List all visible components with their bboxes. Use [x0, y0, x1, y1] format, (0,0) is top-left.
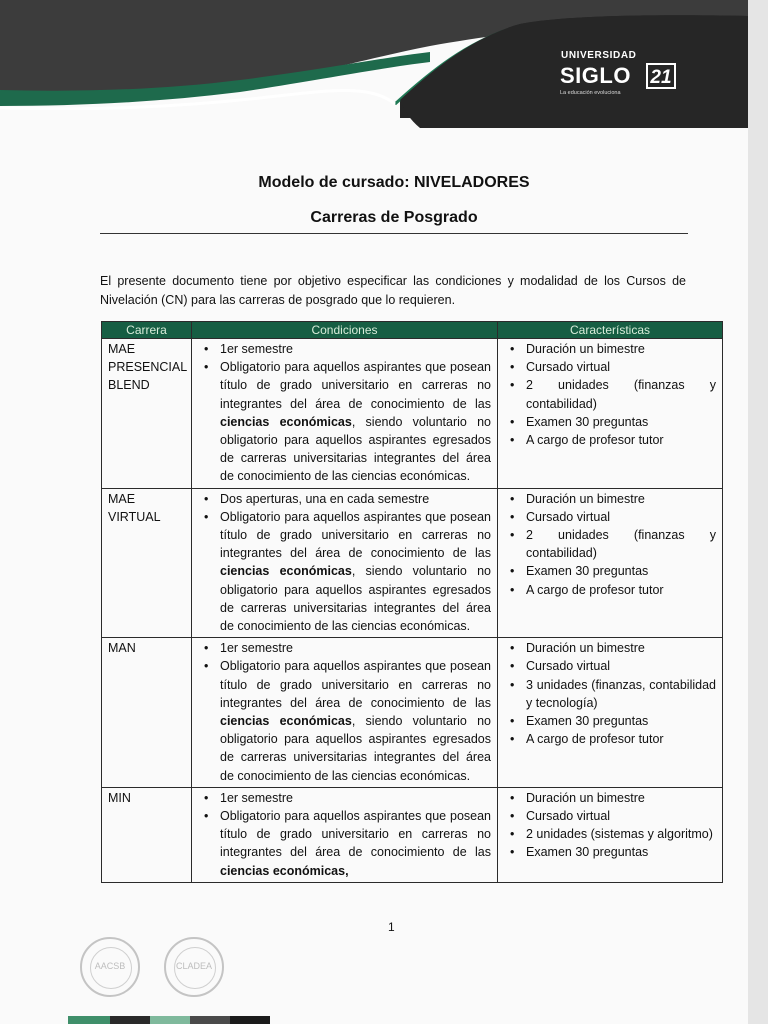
table-header-row — [102, 322, 723, 339]
feature-item: • Cursado virtual — [526, 657, 716, 675]
title-divider — [100, 233, 688, 234]
logo-tagline: La educación evoluciona — [560, 90, 621, 96]
condition-item: • Obligatorio para aquellos aspirantes que posean título de grado universitario en carreras no integrantes del área de conocimiento de las ciencias económicas, siendo voluntario no obligatorio para aquellos aspirantes egresados de carreras universitarias integrantes del área de conocimiento de las ciencias económicas. — [220, 358, 491, 485]
condition-item: • Dos aperturas, una en cada semestre — [220, 490, 491, 508]
caracteristicas-cell — [498, 339, 723, 489]
document-title: Modelo de cursado: NIVELADORES — [258, 174, 530, 191]
table-row — [102, 787, 723, 882]
condition-item: • 1er semestre — [220, 639, 491, 657]
logo-21-badge: 21 — [646, 63, 676, 89]
aacsb-seal-icon: AACSB — [80, 937, 140, 997]
carrera-cell: MAN — [102, 638, 192, 788]
footer-bar-green — [68, 1016, 110, 1024]
feature-item: • Cursado virtual — [526, 358, 716, 376]
caracteristicas-cell — [498, 488, 723, 638]
feature-item: • A cargo de profesor tutor — [526, 730, 716, 748]
siglo21-logo — [560, 50, 700, 100]
table-row — [102, 638, 723, 788]
logo-university-label: UNIVERSIDAD — [561, 50, 637, 61]
condiciones-cell — [192, 787, 498, 882]
carrera-cell: MAE PRESENCIAL BLEND — [102, 339, 192, 489]
document-subtitle: Carreras de Posgrado — [310, 209, 478, 226]
feature-item: • Examen 30 preguntas — [526, 562, 716, 580]
feature-item: • Examen 30 preguntas — [526, 413, 716, 431]
page-number: 1 — [388, 920, 395, 934]
page-header — [0, 0, 748, 128]
caracteristicas-cell — [498, 787, 723, 882]
condition-item: • Obligatorio para aquellos aspirantes que posean título de grado universitario en carreras no integrantes del área de conocimiento de las ciencias económicas, — [220, 807, 491, 880]
feature-item: • Duración un bimestre — [526, 490, 716, 508]
page-edge — [748, 0, 768, 1024]
header-carrera: Carrera — [102, 322, 192, 339]
carrera-cell: MAE VIRTUAL — [102, 488, 192, 638]
feature-item: • Duración un bimestre — [526, 789, 716, 807]
feature-item: • 2 unidades (sistemas y algoritmo) — [526, 825, 716, 843]
condition-item: • 1er semestre — [220, 340, 491, 358]
feature-item: • 2 unidades (finanzas y contabilidad) — [526, 526, 716, 562]
footer-bar-light — [150, 1016, 190, 1024]
table-row — [102, 339, 723, 489]
feature-item: • Examen 30 preguntas — [526, 712, 716, 730]
condition-item: • Obligatorio para aquellos aspirantes que posean título de grado universitario en carreras no integrantes del área de conocimiento de las ciencias económicas, siendo voluntario no obligatorio para aquellos aspirantes egresados de carreras universitarias integrantes del área de conocimiento de las ciencias económicas. — [220, 508, 491, 635]
cladea-seal-icon: CLADEA — [164, 937, 224, 997]
condiciones-cell — [192, 488, 498, 638]
feature-item: • Cursado virtual — [526, 807, 716, 825]
header-condiciones: Condiciones — [192, 322, 498, 339]
courses-table — [101, 321, 723, 883]
carrera-cell: MIN — [102, 787, 192, 882]
footer-bar-dark — [110, 1016, 150, 1024]
feature-item: • 2 unidades (finanzas y contabilidad) — [526, 376, 716, 412]
feature-item: • 3 unidades (finanzas, contabilidad y tecnología) — [526, 676, 716, 712]
intro-paragraph: El presente documento tiene por objetivo especificar las condiciones y modalidad de los Cursos de Nivelación (CN) para las carreras de posgrado que lo requieren. — [100, 274, 686, 307]
condition-item: • Obligatorio para aquellos aspirantes que posean título de grado universitario en carreras no integrantes del área de conocimiento de las ciencias económicas, siendo voluntario no obligatorio para aquellos aspirantes egresados de carreras universitarias integrantes del área de conocimiento de las ciencias económicas. — [220, 657, 491, 784]
condition-item: • 1er semestre — [220, 789, 491, 807]
condiciones-cell — [192, 638, 498, 788]
footer-bar-grey — [190, 1016, 230, 1024]
feature-item: • Examen 30 preguntas — [526, 843, 716, 861]
footer-bar-black — [230, 1016, 270, 1024]
table-row — [102, 488, 723, 638]
feature-item: • Cursado virtual — [526, 508, 716, 526]
caracteristicas-cell — [498, 638, 723, 788]
condiciones-cell — [192, 339, 498, 489]
feature-item: • A cargo de profesor tutor — [526, 431, 716, 449]
feature-item: • Duración un bimestre — [526, 639, 716, 657]
feature-item: • A cargo de profesor tutor — [526, 581, 716, 599]
feature-item: • Duración un bimestre — [526, 340, 716, 358]
header-caracteristicas: Características — [498, 322, 723, 339]
logo-siglo-label: SIGLO — [560, 63, 631, 88]
